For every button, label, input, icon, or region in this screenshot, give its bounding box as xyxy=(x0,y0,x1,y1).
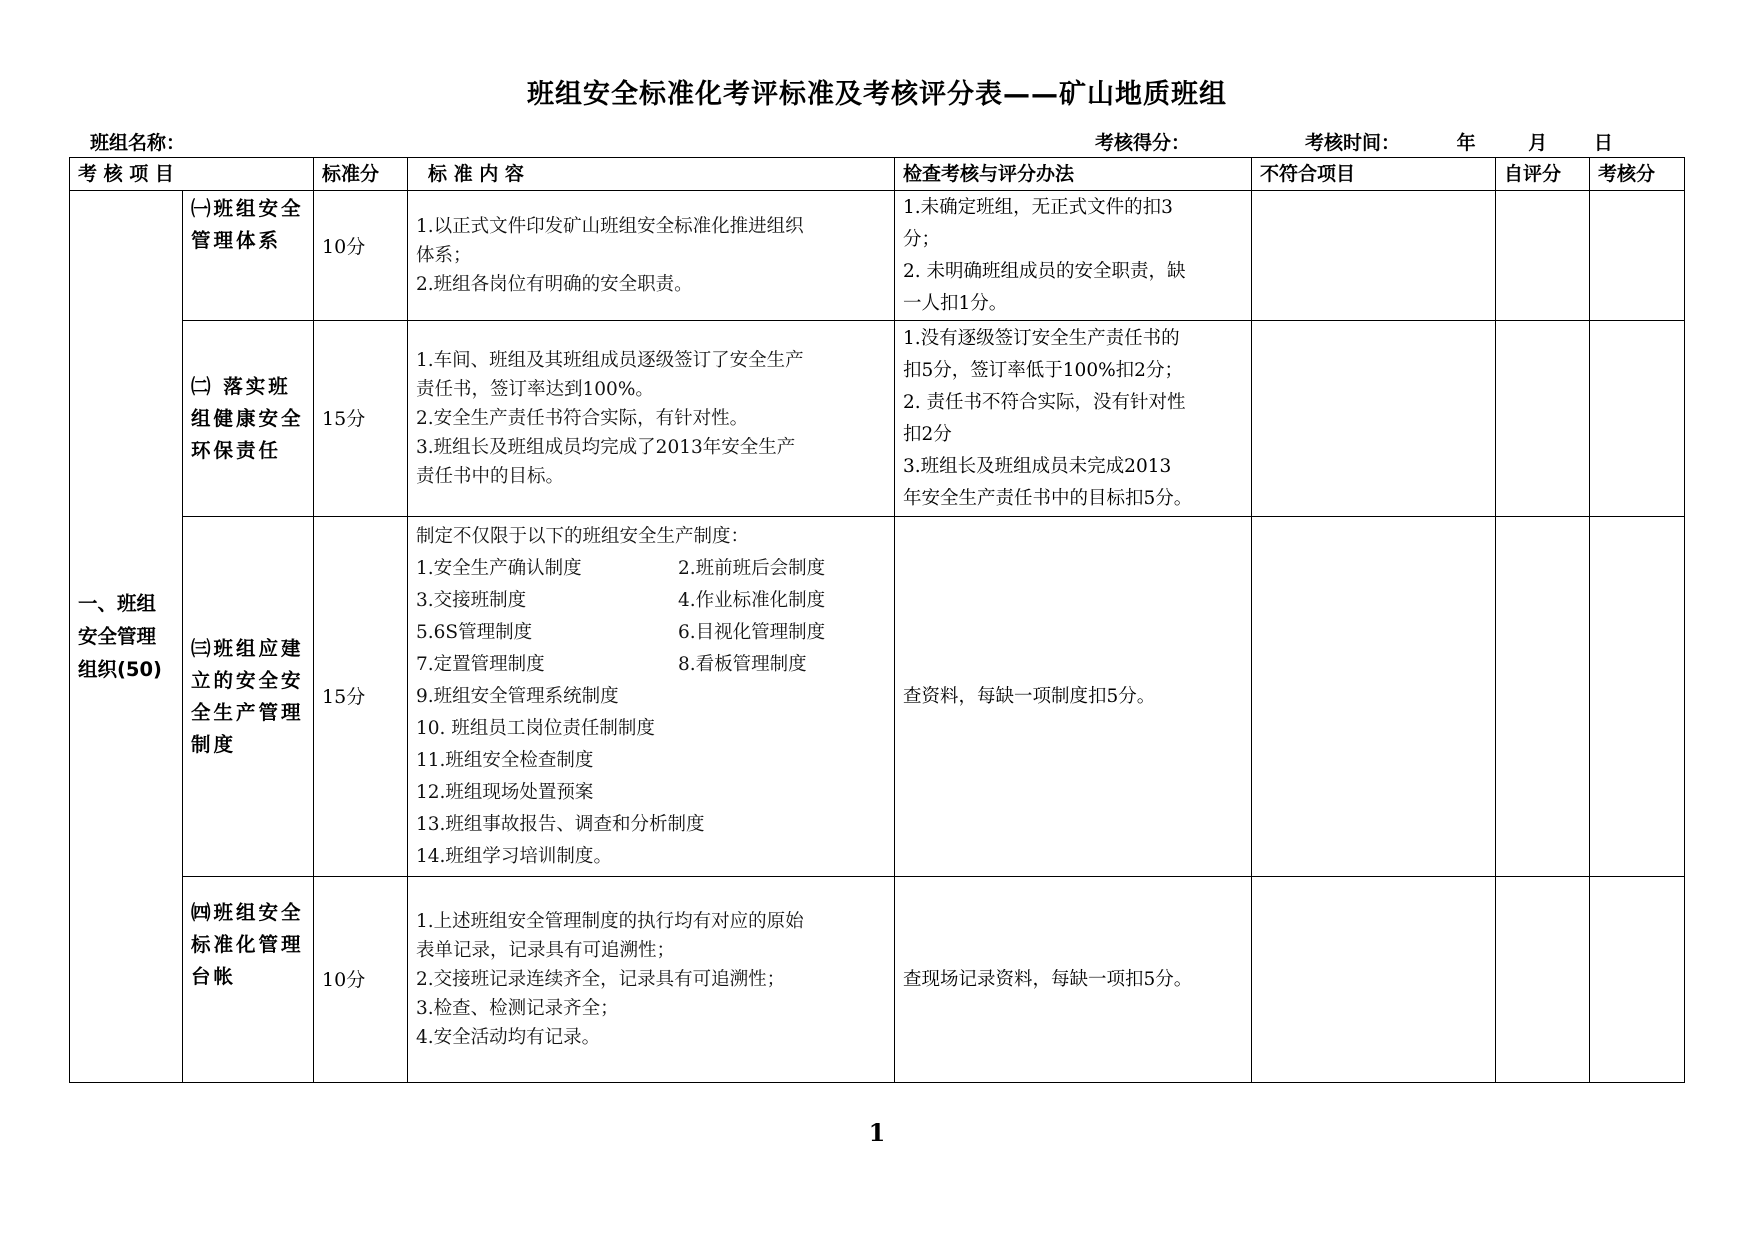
page-number: 1 xyxy=(868,1118,886,1147)
content-line: 11.班组安全检查制度 xyxy=(416,749,594,771)
content-line: 表单记录，记录具有可追溯性； xyxy=(416,940,676,961)
method-line: 3.班组长及班组成员未完成2013 xyxy=(903,455,1172,477)
table-row xyxy=(70,321,1685,517)
method-line: 查现场记录资料，每缺一项扣5分。 xyxy=(903,968,1193,990)
header-row xyxy=(70,158,1685,191)
method-cell xyxy=(895,517,1252,877)
method-line: 2. 责任书不符合实际，没有针对性 xyxy=(903,391,1186,413)
content-cell xyxy=(408,877,895,1083)
content-line: 2.交接班记录连续齐全，记录具有可追溯性； xyxy=(416,969,786,990)
method-line: 2. 未明确班组成员的安全职责，缺 xyxy=(903,260,1186,282)
standard-score-cell: 10分 xyxy=(314,877,408,1083)
item-cell: ㈡ 落实班组健康安全环保责任 xyxy=(183,321,314,517)
content-pair xyxy=(416,553,886,585)
content-line: 5.6S管理制度 xyxy=(416,621,533,643)
header-method: 检查考核与评分办法 xyxy=(895,158,1252,191)
content-cell xyxy=(408,321,895,517)
header-content: 标 准 内 容 xyxy=(408,158,895,191)
method-line: 1.未确定班组，无正式文件的扣3 xyxy=(903,196,1173,218)
content-cell xyxy=(408,191,895,321)
item-cell: ㈠班组安全管理体系 xyxy=(183,191,314,321)
table-row xyxy=(70,877,1685,1083)
header-standard-score: 标准分 xyxy=(314,158,408,191)
section-cell: 一、班组安全管理组织(50) xyxy=(70,191,183,1083)
method-line: 1.没有逐级签订安全生产责任书的 xyxy=(903,327,1180,349)
content-line: 1.车间、班组及其班组成员逐级签订了安全生产 xyxy=(416,350,804,371)
content-pair xyxy=(416,649,886,681)
check-score-cell[interactable] xyxy=(1590,321,1685,517)
header-check-score: 考核分 xyxy=(1590,158,1685,191)
day-label: 日 xyxy=(1593,132,1613,154)
header-self-score: 自评分 xyxy=(1496,158,1590,191)
content-line: 10. 班组员工岗位责任制制度 xyxy=(416,717,655,739)
content-line: 14.班组学习培训制度。 xyxy=(416,845,612,867)
content-line: 1.上述班组安全管理制度的执行均有对应的原始 xyxy=(416,911,804,932)
header-nonconform: 不符合项目 xyxy=(1252,158,1496,191)
content-line: 4.作业标准化制度 xyxy=(678,589,826,611)
method-cell xyxy=(895,321,1252,517)
document-title: 班组安全标准化考评标准及考核评分表——矿山地质班组 xyxy=(527,79,1227,110)
nonconform-cell[interactable] xyxy=(1252,877,1496,1083)
content-line: 8.看板管理制度 xyxy=(678,653,807,675)
content-line: 2.安全生产责任书符合实际，有针对性。 xyxy=(416,408,749,429)
standard-score-cell: 15分 xyxy=(314,321,408,517)
content-line: 制定不仅限于以下的班组安全生产制度： xyxy=(416,525,750,547)
method-line: 分； xyxy=(903,228,941,250)
content-line: 4.安全活动均有记录。 xyxy=(416,1027,601,1048)
self-score-cell[interactable] xyxy=(1496,877,1590,1083)
content-line: 责任书中的目标。 xyxy=(416,466,565,487)
nonconform-cell[interactable] xyxy=(1252,191,1496,321)
content-line: 13.班组事故报告、调查和分析制度 xyxy=(416,813,705,835)
method-cell xyxy=(895,191,1252,321)
content-line: 1.安全生产确认制度 xyxy=(416,557,582,579)
table-row xyxy=(70,517,1685,877)
method-line: 扣5分，签订率低于100%扣2分； xyxy=(903,359,1183,381)
content-line: 9.班组安全管理系统制度 xyxy=(416,685,619,707)
item-cell: ㈣班组安全标准化管理台帐 xyxy=(183,877,314,1083)
assessment-time xyxy=(1305,128,1613,155)
header-project: 考 核 项 目 xyxy=(70,158,314,191)
content-line: 3.交接班制度 xyxy=(416,589,527,611)
content-pair xyxy=(416,617,886,649)
self-score-cell[interactable] xyxy=(1496,191,1590,321)
content-line: 6.目视化管理制度 xyxy=(678,621,826,643)
content-line: 责任书，签订率达到100%。 xyxy=(416,379,654,400)
time-label: 考核时间： xyxy=(1305,132,1401,154)
assessment-table xyxy=(69,157,1685,1083)
self-score-cell[interactable] xyxy=(1496,517,1590,877)
content-cell xyxy=(408,517,895,877)
standard-score-cell: 10分 xyxy=(314,191,408,321)
content-line: 1.以正式文件印发矿山班组安全标准化推进组织 xyxy=(416,216,804,237)
content-line: 12.班组现场处置预案 xyxy=(416,781,594,803)
content-line: 7.定置管理制度 xyxy=(416,653,545,675)
content-line: 体系； xyxy=(416,245,472,266)
content-line: 3.班组长及班组成员均完成了2013年安全生产 xyxy=(416,437,796,458)
content-pair xyxy=(416,585,886,617)
team-name-label: 班组名称： xyxy=(90,132,186,154)
content-line: 3.检查、检测记录齐全； xyxy=(416,998,619,1019)
content-line: 2.班组各岗位有明确的安全职责。 xyxy=(416,274,693,295)
score-label: 考核得分： xyxy=(1095,132,1191,154)
check-score-cell[interactable] xyxy=(1590,517,1685,877)
content-line: 2.班前班后会制度 xyxy=(678,557,826,579)
standard-score-cell: 15分 xyxy=(314,517,408,877)
method-line: 一人扣1分。 xyxy=(903,292,1008,314)
item-cell: ㈢班组应建立的安全安全生产管理制度 xyxy=(183,517,314,877)
method-line: 年安全生产责任书中的目标扣5分。 xyxy=(903,487,1193,509)
self-score-cell[interactable] xyxy=(1496,321,1590,517)
month-label: 月 xyxy=(1528,132,1548,154)
method-line: 查资料，每缺一项制度扣5分。 xyxy=(903,685,1156,707)
check-score-cell[interactable] xyxy=(1590,877,1685,1083)
table-row xyxy=(70,191,1685,321)
nonconform-cell[interactable] xyxy=(1252,321,1496,517)
nonconform-cell[interactable] xyxy=(1252,517,1496,877)
method-cell xyxy=(895,877,1252,1083)
year-label: 年 xyxy=(1456,132,1476,154)
method-line: 扣2分 xyxy=(903,423,952,445)
check-score-cell[interactable] xyxy=(1590,191,1685,321)
